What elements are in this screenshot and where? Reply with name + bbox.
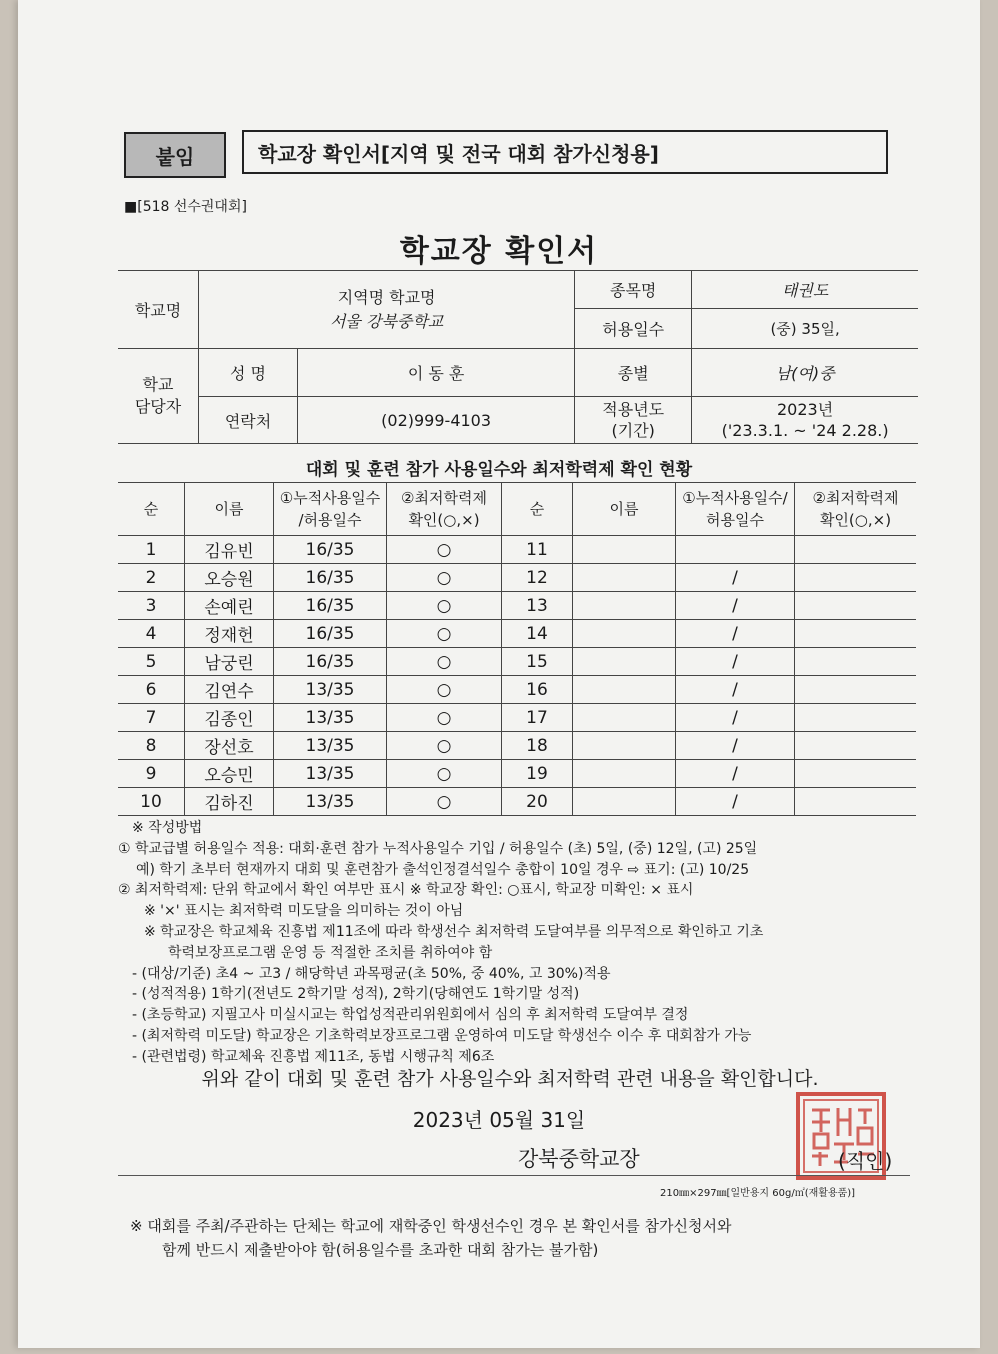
note-line: - (초등학교) 지필고사 미실시교는 학업성적관리위원회에서 심의 후 최저학력 도달여부 결정 bbox=[132, 1007, 689, 1024]
academic-check bbox=[795, 732, 917, 760]
academic-check: ○ bbox=[387, 788, 502, 816]
row-number: 20 bbox=[502, 788, 573, 816]
row-number: 16 bbox=[502, 676, 573, 704]
year-cell bbox=[692, 397, 918, 444]
paper-spec: 210㎜×297㎜[일반용지 60g/㎡(재활용품)] bbox=[660, 1188, 856, 1199]
year-value: 2023년 bbox=[777, 400, 834, 419]
student-name bbox=[573, 704, 676, 732]
info-table bbox=[118, 270, 918, 444]
student-name: 남궁린 bbox=[185, 648, 274, 676]
table-row bbox=[118, 536, 916, 564]
student-name: 손예린 bbox=[185, 592, 274, 620]
used-days: / bbox=[676, 592, 795, 620]
used-days: 16/35 bbox=[274, 648, 387, 676]
year-label: 적용년도 (기간) bbox=[575, 397, 692, 444]
student-name: 정재헌 bbox=[185, 620, 274, 648]
col-header: ②최저학력제 확인(○,×) bbox=[795, 483, 917, 536]
school-label: 학교명 bbox=[118, 271, 199, 349]
student-name: 장선호 bbox=[185, 732, 274, 760]
period-value: ('23.3.1. ~ '24 2.28.) bbox=[721, 421, 889, 440]
student-name: 김유빈 bbox=[185, 536, 274, 564]
row-number: 12 bbox=[502, 564, 573, 592]
row-number: 18 bbox=[502, 732, 573, 760]
used-days: / bbox=[676, 564, 795, 592]
academic-check: ○ bbox=[387, 536, 502, 564]
footnote bbox=[130, 1214, 731, 1262]
table-row bbox=[118, 704, 916, 732]
table-row bbox=[118, 620, 916, 648]
gender-value: 남(여)중 bbox=[692, 349, 918, 397]
manager-label: 학교 담당자 bbox=[118, 349, 199, 444]
attachment-tag: 붙임 bbox=[124, 132, 226, 178]
row-number: 7 bbox=[118, 704, 185, 732]
sport-label: 종목명 bbox=[575, 271, 692, 309]
note-line: ※ 작성방법 bbox=[132, 820, 203, 836]
row-number: 19 bbox=[502, 760, 573, 788]
academic-check: ○ bbox=[387, 760, 502, 788]
row-number: 17 bbox=[502, 704, 573, 732]
used-days: 16/35 bbox=[274, 564, 387, 592]
table-row bbox=[118, 676, 916, 704]
gender-label: 종별 bbox=[575, 349, 692, 397]
row-number: 8 bbox=[118, 732, 185, 760]
student-name bbox=[573, 564, 676, 592]
used-days: / bbox=[676, 732, 795, 760]
academic-check: ○ bbox=[387, 592, 502, 620]
student-name: 김연수 bbox=[185, 676, 274, 704]
student-name bbox=[573, 788, 676, 816]
col-header: 이름 bbox=[573, 483, 676, 536]
row-number: 3 bbox=[118, 592, 185, 620]
row-number: 4 bbox=[118, 620, 185, 648]
academic-check: ○ bbox=[387, 732, 502, 760]
used-days: 13/35 bbox=[274, 676, 387, 704]
table-row bbox=[118, 592, 916, 620]
table-subtitle: 대회 및 훈련 참가 사용일수와 최저학력제 확인 현황 bbox=[305, 460, 693, 480]
academic-check bbox=[795, 620, 917, 648]
row-number: 2 bbox=[118, 564, 185, 592]
used-days: 13/35 bbox=[274, 788, 387, 816]
school-cell bbox=[199, 271, 575, 349]
row-number: 6 bbox=[118, 676, 185, 704]
col-header: 순 bbox=[118, 483, 185, 536]
seal-label: (직인) bbox=[838, 1149, 893, 1173]
sport-value: 태권도 bbox=[692, 271, 918, 309]
student-name bbox=[573, 620, 676, 648]
used-days: / bbox=[676, 788, 795, 816]
note-line: - (성적적용) 1학기(전년도 2학기말 성적), 2학기(당해연도 1학기말 성적) bbox=[132, 986, 580, 1003]
document-title: 학교장 확인서 bbox=[399, 234, 599, 269]
contact-value: (02)999-4103 bbox=[298, 397, 575, 444]
academic-check bbox=[795, 536, 917, 564]
student-name: 오승민 bbox=[185, 760, 274, 788]
used-days: 16/35 bbox=[274, 536, 387, 564]
note-line: - (대상/기준) 초4 ~ 고3 / 해당학년 과목평균(초 50%, 중 40%, 고 30%)적용 bbox=[132, 965, 611, 982]
school-name: 서울 강북중학교 bbox=[329, 311, 444, 331]
used-days: 13/35 bbox=[274, 732, 387, 760]
student-name: 김종인 bbox=[185, 704, 274, 732]
academic-check bbox=[795, 788, 917, 816]
col-header: ②최저학력제 확인(○,×) bbox=[387, 483, 502, 536]
school-hint: 지역명 학교명 bbox=[337, 287, 436, 307]
confirmation-text: 위와 같이 대회 및 훈련 참가 사용일수와 최저학력 관련 내용을 확인합니다. bbox=[201, 1068, 819, 1090]
col-header: ①누적사용일수/ 허용일수 bbox=[676, 483, 795, 536]
note-line: 학력보장프로그램 운영 등 적절한 조치를 취하여야 함 bbox=[168, 944, 493, 961]
row-number: 10 bbox=[118, 788, 185, 816]
row-number: 13 bbox=[502, 592, 573, 620]
contact-label: 연락처 bbox=[199, 397, 298, 444]
table-row bbox=[118, 760, 916, 788]
student-name: 김하진 bbox=[185, 788, 274, 816]
student-name bbox=[573, 760, 676, 788]
student-name bbox=[573, 592, 676, 620]
used-days: 13/35 bbox=[274, 760, 387, 788]
note-line: ② 최저학력제: 단위 학교에서 확인 여부만 표시 ※ 학교장 확인: ○표시, 학교장 미확인: × 표시 bbox=[118, 882, 694, 899]
divider bbox=[118, 1175, 910, 1176]
student-name: 오승원 bbox=[185, 564, 274, 592]
name-label: 성 명 bbox=[199, 349, 298, 397]
note-line: 예) 학기 초부터 현재까지 대회 및 훈련참가 출석인정결석일수 총합이 10일 경우 ⇨ 표기: (고) 10/25 bbox=[136, 861, 750, 878]
row-number: 14 bbox=[502, 620, 573, 648]
row-number: 1 bbox=[118, 536, 185, 564]
principal-name: 강북중학교장 bbox=[518, 1147, 640, 1171]
academic-check: ○ bbox=[387, 648, 502, 676]
note-line: ※ 학교장은 학교체육 진흥법 제11조에 따라 학생선수 최저학력 도달여부를 의무적으로 확인하고 기초 bbox=[144, 923, 764, 940]
used-days: / bbox=[676, 676, 795, 704]
table-row bbox=[118, 788, 916, 816]
row-number: 5 bbox=[118, 648, 185, 676]
student-name bbox=[573, 732, 676, 760]
used-days: / bbox=[676, 704, 795, 732]
academic-check bbox=[795, 648, 917, 676]
used-days: 16/35 bbox=[274, 592, 387, 620]
days-label: 허용일수 bbox=[575, 309, 692, 349]
status-table bbox=[118, 482, 916, 816]
footnote-line: 함께 반드시 제출받아야 함(허용일수를 초과한 대회 참가는 불가함) bbox=[162, 1241, 599, 1259]
issue-date: 2023년 05월 31일 bbox=[412, 1108, 586, 1132]
event-name: ■[518 선수권대회] bbox=[124, 199, 247, 215]
note-line: - (최저학력 미도달) 학교장은 기초학력보장프로그램 운영하여 미도달 학생선수 이수 후 대회참가 가능 bbox=[132, 1027, 752, 1044]
student-name bbox=[573, 536, 676, 564]
document-headline: 학교장 확인서[지역 및 전국 대회 참가신청용] bbox=[242, 130, 888, 174]
academic-check: ○ bbox=[387, 704, 502, 732]
row-number: 9 bbox=[118, 760, 185, 788]
academic-check bbox=[795, 760, 917, 788]
col-header: 순 bbox=[502, 483, 573, 536]
note-line: ※ '×' 표시는 최저학력 미도달을 의미하는 것이 아님 bbox=[144, 903, 464, 920]
academic-check: ○ bbox=[387, 620, 502, 648]
academic-check bbox=[795, 704, 917, 732]
row-number: 15 bbox=[502, 648, 573, 676]
status-table-body bbox=[118, 536, 916, 816]
used-days: 16/35 bbox=[274, 620, 387, 648]
note-line: - (관련법령) 학교체육 진흥법 제11조, 동법 시행규칙 제6조 bbox=[132, 1048, 495, 1065]
used-days: / bbox=[676, 760, 795, 788]
col-header: 이름 bbox=[185, 483, 274, 536]
writing-notes bbox=[118, 818, 918, 1068]
days-value: (중) 35일, bbox=[692, 309, 918, 349]
col-header: ①누적사용일수 /허용일수 bbox=[274, 483, 387, 536]
student-name bbox=[573, 648, 676, 676]
used-days: / bbox=[676, 620, 795, 648]
academic-check bbox=[795, 592, 917, 620]
academic-check bbox=[795, 564, 917, 592]
row-number: 11 bbox=[502, 536, 573, 564]
student-name bbox=[573, 676, 676, 704]
name-value: 이 동 훈 bbox=[298, 349, 575, 397]
table-row bbox=[118, 732, 916, 760]
table-row bbox=[118, 564, 916, 592]
used-days: 13/35 bbox=[274, 704, 387, 732]
note-line: ① 학교급별 허용일수 적용: 대회·훈련 참가 누적사용일수 기입 / 허용일수 (초) 5일, (중) 12일, (고) 25일 bbox=[118, 840, 758, 857]
academic-check: ○ bbox=[387, 564, 502, 592]
academic-check bbox=[795, 676, 917, 704]
table-row bbox=[118, 648, 916, 676]
used-days bbox=[676, 536, 795, 564]
academic-check: ○ bbox=[387, 676, 502, 704]
footnote-line: ※ 대회를 주최/주관하는 단체는 학교에 재학중인 학생선수인 경우 본 확인서를 참가신청서와 bbox=[130, 1217, 732, 1235]
used-days: / bbox=[676, 648, 795, 676]
